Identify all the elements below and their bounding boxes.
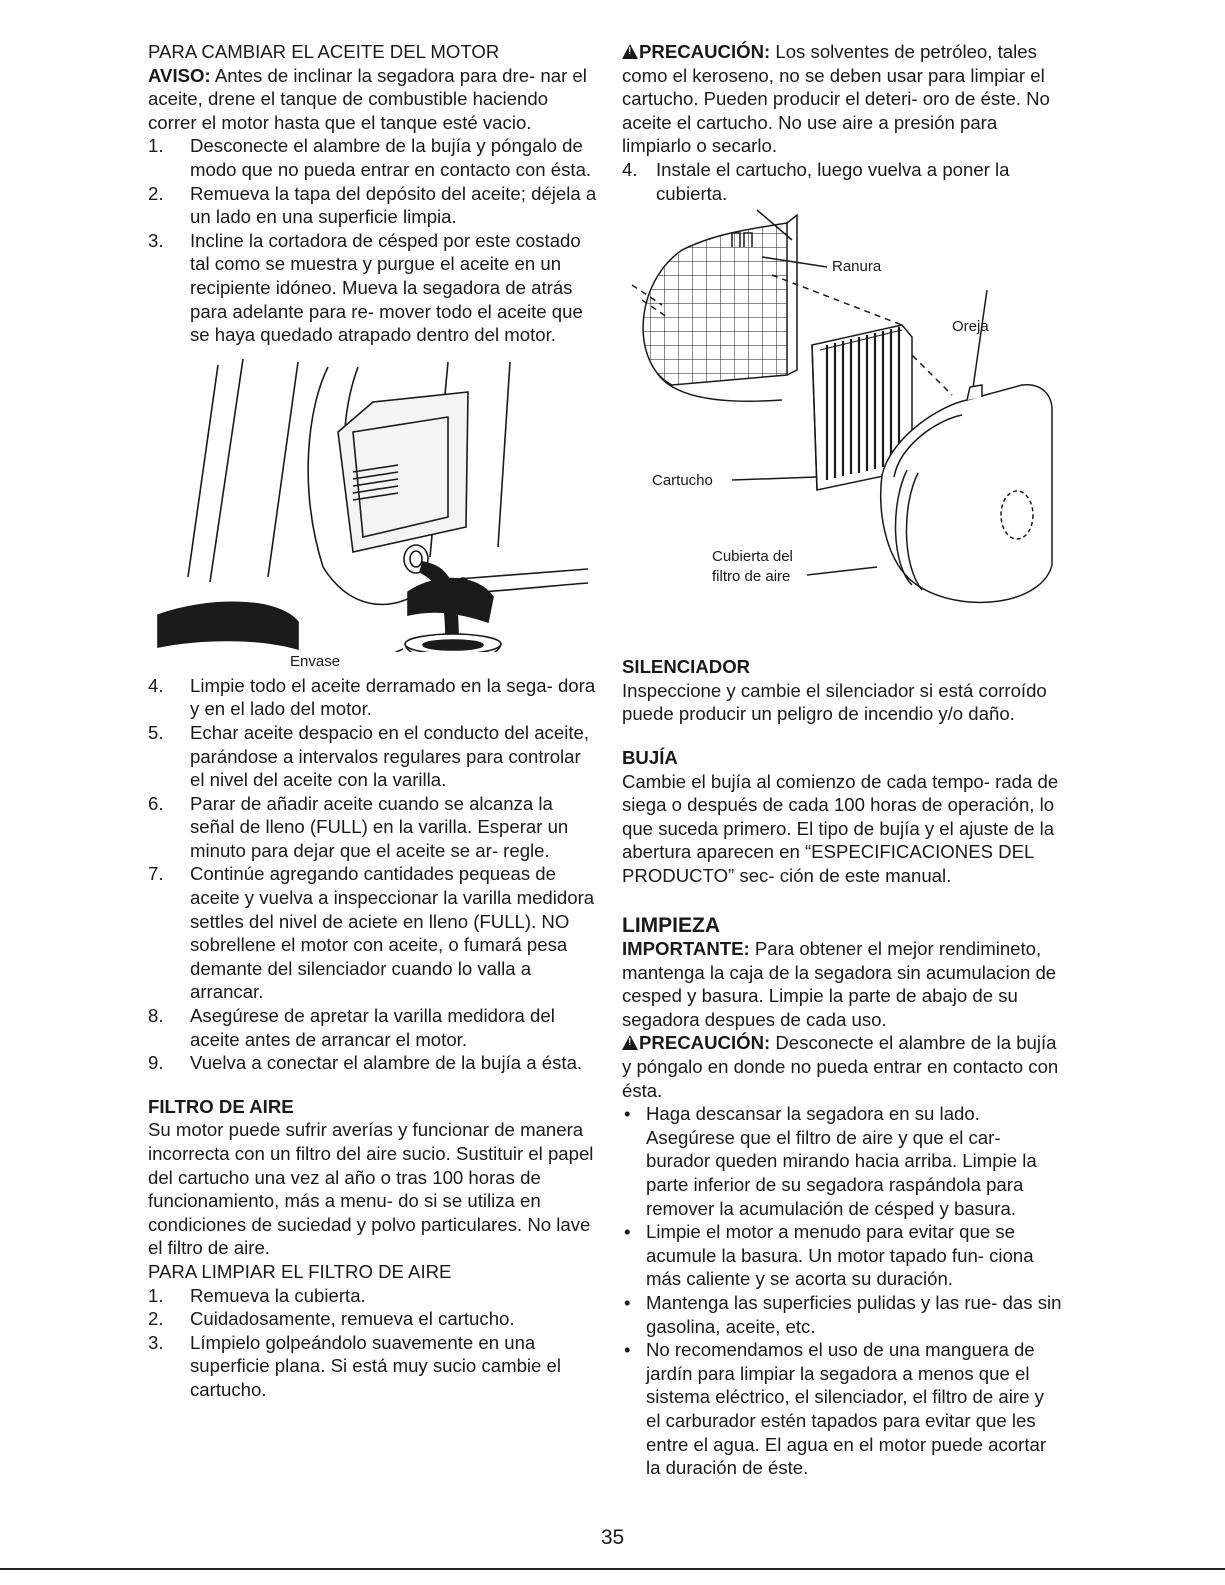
install-step <box>622 158 1062 205</box>
step-text: Remueva la cubierta. <box>190 1284 366 1306</box>
aviso-paragraph <box>148 64 598 135</box>
warning-triangle-icon <box>622 44 638 59</box>
step-number: 9. <box>148 1052 164 1074</box>
list-item <box>622 1338 1062 1480</box>
step-number: 4. <box>148 674 164 696</box>
list-item <box>622 158 1062 205</box>
left-column <box>148 40 598 1402</box>
list-item <box>148 182 598 229</box>
page-number: 35 <box>600 1526 625 1549</box>
spark-plug-heading: BUJÍA <box>622 746 678 768</box>
warning-triangle-icon <box>622 1035 638 1050</box>
list-item <box>148 229 598 347</box>
caution2-paragraph <box>622 1031 1062 1102</box>
oil-steps-list <box>148 134 598 346</box>
bullet-text: No recomendamos el uso de una manguera de jardín para limpiar la segadora a menos que el sistema eléctrico, el silenciador, el filtro de aire y el carburador estén tapados para evitar que les entre el agua. El agua en el motor puede acortar la duración de éste. <box>646 1339 1047 1479</box>
step-text: Límpielo golpeándolo suavemente en una superficie plana. Si está muy sucio cambie el cartucho. <box>190 1331 562 1400</box>
oil-change-title: PARA CAMBIAR EL ACEITE DEL MOTOR <box>148 41 500 62</box>
list-item <box>148 674 598 721</box>
list-item <box>148 1331 598 1402</box>
bottom-divider <box>0 1568 1225 1570</box>
important-label: IMPORTANTE: <box>622 938 750 960</box>
step-number: 1. <box>148 135 164 157</box>
bullet-icon: • <box>624 1103 631 1125</box>
cleaning-bullets <box>622 1102 1062 1480</box>
label-ranura: Ranura <box>832 258 882 276</box>
step-text: Parar de añadir aceite cuando se alcanza la señal de lleno (FULL) en la varilla. Esperar un minuto para dejar que el aceite se ar- regle. <box>190 792 569 861</box>
figure-label-envase: Envase <box>290 652 341 670</box>
bullet-icon: • <box>624 1221 631 1243</box>
bullet-text: Mantenga las superficies pulidas y las rue- das sin gasolina, aceite, etc. <box>646 1292 1062 1337</box>
important-text: Para obtener el mejor rendimineto, mantenga la caja de la segadora sin acumulacion de cesped y basura. Limpie la parte de abajo de su segadora despues de cada uso. <box>622 938 1057 1030</box>
step-number: 8. <box>148 1005 164 1027</box>
list-item <box>148 862 598 1004</box>
label-oreja: Oreja <box>952 318 989 336</box>
label-cartucho: Cartucho <box>652 472 713 490</box>
step-text: Vuelva a conectar el alambre de la bujía a ésta. <box>190 1052 583 1074</box>
bullet-icon: • <box>624 1339 631 1361</box>
step-number: 2. <box>148 182 164 204</box>
step-number: 4. <box>622 158 638 180</box>
label-cubierta-1: Cubierta del <box>712 548 793 566</box>
aviso-label: AVISO: <box>148 64 211 86</box>
muffler-text: Inspeccione y cambie el silenciador si está corroído puede producir un peligro de incendio y/o daño. <box>622 679 1047 725</box>
list-item <box>148 1051 598 1075</box>
list-item <box>148 1284 598 1308</box>
step-text: Continúe agregando cantidades pequeas de aceite y vuelva a inspeccionar la varilla medidora settles del nivel de aciete en lleno (FULL). NO sobrellene el motor con aceite, o fumará pesa demante del silenciador cuando lo valla a arrancar. <box>190 863 595 1003</box>
list-item <box>622 1102 1062 1220</box>
step-text: Incline la cortadora de césped por este costado tal como se muestra y purgue el aceite en un recipiente idóneo. Mueva la segadora de atrás para adelante para re- mover todo el aceite que se haya quedado atrapado dentro del motor. <box>190 229 583 346</box>
label-cubierta-2: filtro de aire <box>712 568 791 586</box>
step-number: 7. <box>148 863 164 885</box>
air-filter-heading: FILTRO DE AIRE <box>148 1095 294 1117</box>
bullet-icon: • <box>624 1292 631 1313</box>
list-item <box>148 1004 598 1051</box>
step-text: Remueva la tapa del depósito del aceite; déjela a un lado en una superficie limpia. <box>190 182 597 228</box>
muffler-heading: SILENCIADOR <box>622 656 751 678</box>
clean-filter-steps <box>148 1284 598 1402</box>
step-number: 3. <box>148 1331 164 1353</box>
spark-plug-text: Cambie el bujía al comienzo de cada tempo- rada de siega o después de cada 100 horas de operación, lo que suceda primero. El tipo de bujía y el ajuste de la abertura aparecen en “ESPECIFICACIONES DEL PRODUCTO” sec- ción de este manual. <box>622 770 1059 886</box>
clean-filter-title: PARA LIMPIAR EL FILTRO DE AIRE <box>148 1260 452 1282</box>
list-item <box>148 134 598 181</box>
oil-drain-illustration <box>148 347 598 652</box>
list-item <box>148 792 598 863</box>
important-paragraph <box>622 937 1062 1031</box>
step-number: 3. <box>148 229 164 251</box>
step-text: Cuidadosamente, remueva el cartucho. <box>190 1308 515 1330</box>
cleaning-heading: LIMPIEZA <box>622 913 720 937</box>
step-text: Asegúrese de apretar la varilla medidora del aceite antes de arrancar el motor. <box>190 1005 555 1050</box>
right-column <box>622 40 1062 1480</box>
step-text: Echar aceite despacio en el conducto del aceite, parándose a intervalos regulares para controlar el nivel del aceite con la varilla. <box>190 721 589 791</box>
step-text: Limpie todo el aceite derramado en la sega- dora y en el lado del motor. <box>190 674 596 720</box>
step-number: 5. <box>148 721 164 743</box>
caution2-text: Desconecte el alambre de la bujía y póngalo en donde no pueda entrar en contacto con ésta. <box>622 1032 1059 1101</box>
bullet-text: Haga descansar la segadora en su lado. Asegúrese que el filtro de aire y que el car- burador queden mirando hacia arriba. Limpie la parte inferior de su segadora raspándola para remover la acumulación de césped y basura. <box>646 1103 1037 1219</box>
list-item <box>148 721 598 792</box>
step-text: Desconecte el alambre de la bujía y póngalo de modo que no pueda entrar en contacto con ésta. <box>190 135 592 180</box>
caution2-label: PRECAUCIÓN: <box>639 1032 771 1054</box>
bullet-text: Limpie el motor a menudo para evitar que se acumule la basura. Un motor tapado fun- ciona más caliente y se acorta su duración. <box>646 1221 1034 1290</box>
list-item <box>622 1220 1062 1291</box>
caution-text: Los solventes de petróleo, tales como el keroseno, no se deben usar para limpiar el cartucho. Pueden producir el deteri- oro de éste. No aceite el cartucho. No use aire a presión para limpiarlo o secarlo. <box>622 41 1050 157</box>
aviso-text: Antes de inclinar la segadora para dre- nar el aceite, drene el tanque de combustible haciendo correr el motor hasta que el tanque esté vacio. <box>148 64 587 133</box>
list-item <box>148 1307 598 1331</box>
step-text: Instale el cartucho, luego vuelva a poner la cubierta. <box>656 158 1010 204</box>
oil-steps-list-2 <box>148 674 598 1075</box>
step-number: 2. <box>148 1308 164 1330</box>
step-number: 6. <box>148 792 164 814</box>
list-item <box>622 1291 1062 1338</box>
step-number: 1. <box>148 1284 164 1306</box>
air-filter-text: Su motor puede sufrir averías y funcionar de manera incorrecta con un filtro del aire sucio. Sustituir el papel del cartucho una vez al año o tras 100 horas de funcionamiento, más a menu- do si se utiliza en condiciones de suciedad y polvo particulares. No lave el filtro de aire. <box>148 1119 594 1259</box>
caution-label: PRECAUCIÓN: <box>639 41 771 62</box>
caution-paragraph <box>622 40 1062 158</box>
